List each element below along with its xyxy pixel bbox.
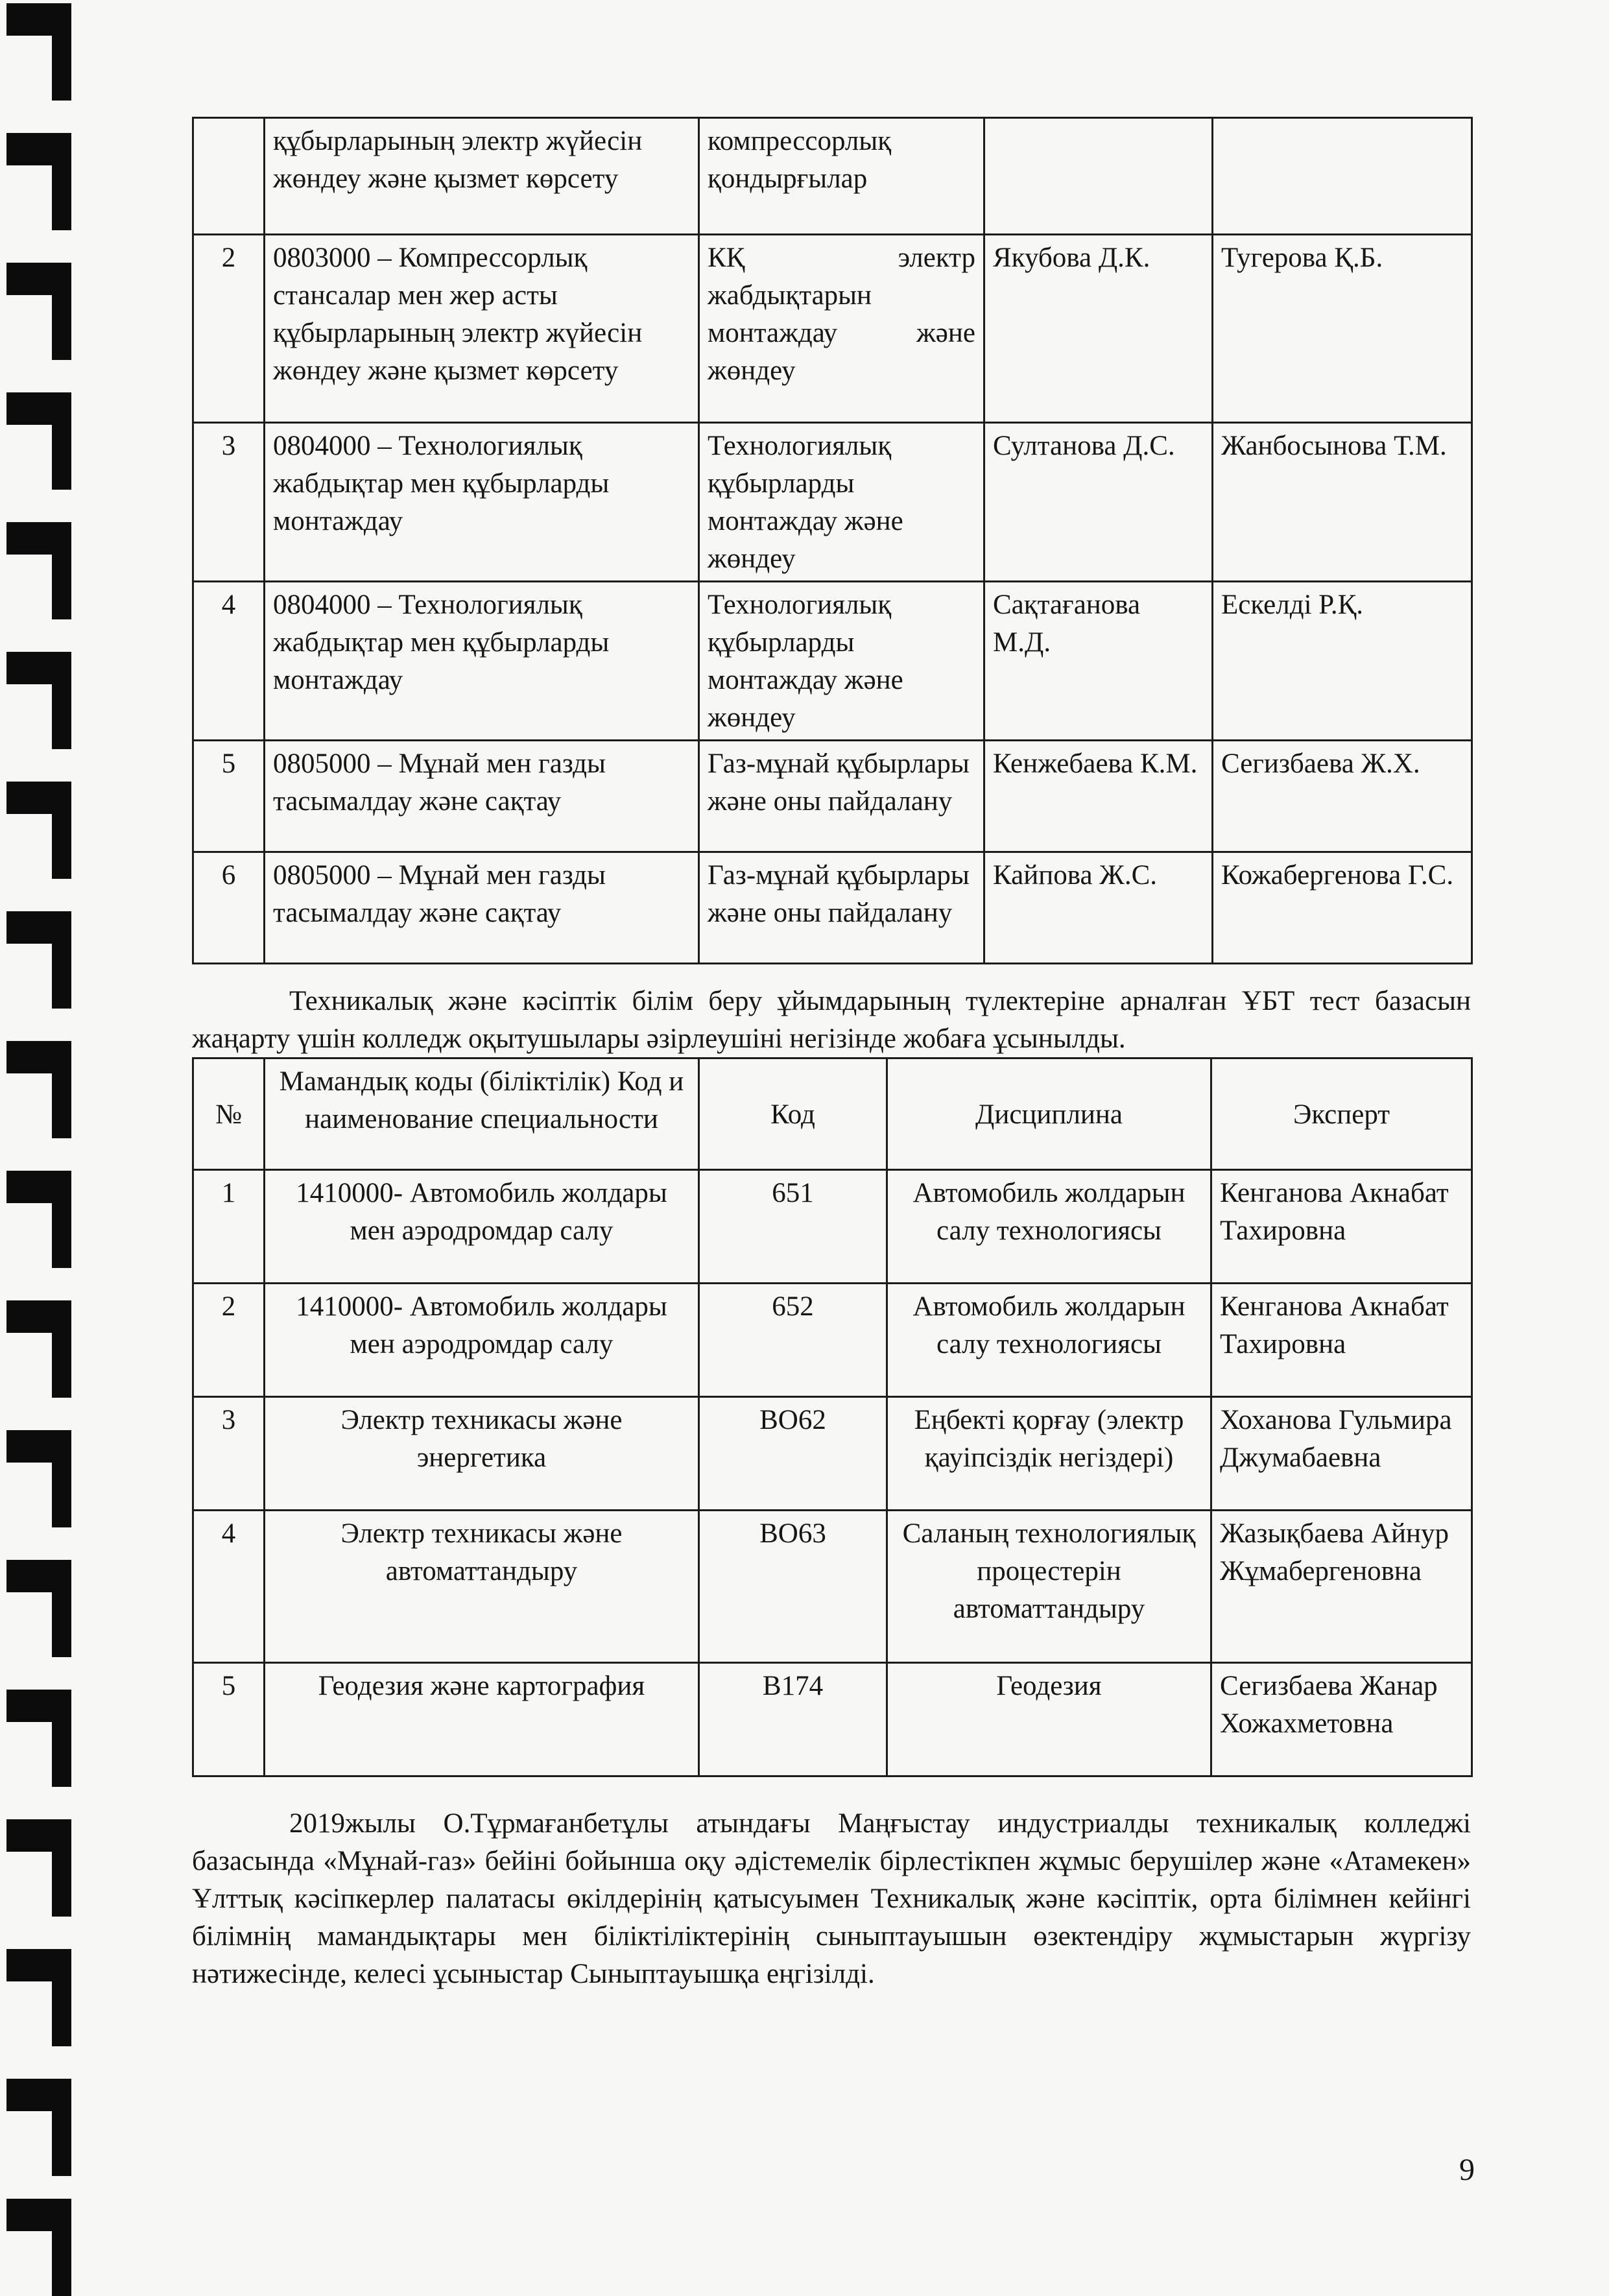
header-number: №	[193, 1058, 265, 1170]
discipline-cell: Автомобиль жолдарын салу технологиясы	[887, 1170, 1211, 1284]
code-cell: В174	[699, 1663, 887, 1776]
header-specialty: Мамандық коды (біліктілік) Код и наименование специальности	[265, 1058, 699, 1170]
expert-cell: Сегизбаева Ж.Х.	[1213, 741, 1472, 852]
program-cell: 0805000 – Мұнай мен газды тасымалдау және сақтау	[265, 741, 699, 852]
program-cell: құбырларының электр жүйесін жөндеу және қызмет көрсету	[265, 118, 699, 235]
discipline-cell: Саланың технологиялық процестерін автоматтандыру	[887, 1511, 1211, 1663]
row-number: 4	[193, 582, 265, 741]
expert-cell: Жазықбаева Айнур Жұмабергеновна	[1211, 1511, 1472, 1663]
expert-cell	[1213, 118, 1472, 235]
subject-cell: Газ-мұнай құбырлары және оны пайдалану	[699, 852, 984, 964]
row-number	[193, 118, 265, 235]
binding-hole	[6, 3, 71, 36]
binding-hole	[6, 652, 71, 684]
row-number: 6	[193, 852, 265, 964]
table-row	[193, 1511, 1472, 1663]
binding-hole	[6, 1171, 71, 1203]
row-number: 2	[193, 235, 265, 423]
expert-cell: Хоханова Гульмира Джумабаевна	[1211, 1397, 1472, 1511]
table-row	[193, 852, 1472, 964]
header-discipline: Дисциплина	[887, 1058, 1211, 1170]
developer-cell: Кенжебаева К.М.	[984, 741, 1213, 852]
experts-table	[192, 1057, 1473, 1777]
subject-cell: Технологиялық құбырларды монтаждау және жөндеу	[699, 423, 984, 582]
code-cell: ВО63	[699, 1511, 887, 1663]
table-row	[193, 423, 1472, 582]
table-row	[193, 741, 1472, 852]
binding-hole	[6, 1560, 71, 1592]
discipline-cell: Автомобиль жолдарын салу технологиясы	[887, 1284, 1211, 1397]
expert-cell: Сегизбаева Жанар Хожахметовна	[1211, 1663, 1472, 1776]
row-number: 5	[193, 1663, 265, 1776]
binding-hole	[6, 1949, 71, 1981]
specialty-cell: Электр техникасы және энергетика	[265, 1397, 699, 1511]
row-number: 2	[193, 1284, 265, 1397]
row-number: 4	[193, 1511, 265, 1663]
binding-hole	[6, 1300, 71, 1333]
specialty-cell: 1410000- Автомобиль жолдары мен аэродромдар салу	[265, 1284, 699, 1397]
expert-cell: Тугерова Қ.Б.	[1213, 235, 1472, 423]
binding-hole	[6, 263, 71, 295]
expert-cell: Кенганова Акнабат Тахировна	[1211, 1284, 1472, 1397]
header-code: Код	[699, 1058, 887, 1170]
binding-hole	[6, 911, 71, 944]
row-number: 5	[193, 741, 265, 852]
specialty-cell: Геодезия және картография	[265, 1663, 699, 1776]
table-header-row	[193, 1058, 1472, 1170]
discipline-cell: Геодезия	[887, 1663, 1211, 1776]
binding-hole	[6, 1690, 71, 1722]
subject-cell: компрессорлық қондырғылар	[699, 118, 984, 235]
header-expert: Эксперт	[1211, 1058, 1472, 1170]
expert-cell: Кенганова Акнабат Тахировна	[1211, 1170, 1472, 1284]
developer-cell: Сақтағанова М.Д.	[984, 582, 1213, 741]
binding-hole	[6, 1041, 71, 1073]
program-developers-table	[192, 117, 1473, 964]
table-row	[193, 235, 1472, 423]
intro-paragraph: Техникалық және кәсіптік білім беру ұйымдарының түлектеріне арналған ҰБТ тест базасын жаңарту үшін колледж оқытушылары әзірлеушіні негізінде жобаға ұсынылды.	[192, 986, 1471, 1054]
expert-cell: Ескелді Р.Қ.	[1213, 582, 1472, 741]
table-row	[193, 1397, 1472, 1511]
developer-cell	[984, 118, 1213, 235]
table-row	[193, 1284, 1472, 1397]
conclusion-paragraph: 2019жылы О.Тұрмағанбетұлы атындағы Маңғыстау индустриалды техникалық колледжі базасында «Мұнай-газ» бейіні бойынша оқу әдістемелік бірлестікпен жұмыс берушілер және «Атамекен» Ұлттық кәсіпкерлер палатасы өкілдерінің қатысуымен Техникалық және кәсіптік, орта білімнен кейінгі білімнің мамандықтары мен біліктіліктерінің сыныптауышын өзектендіру жұмыстарын жүргізу нәтижесінде, келесі ұсыныстар Сыныптауышқа еңгізілді.	[192, 1808, 1471, 1989]
developer-cell: Кайпова Ж.С.	[984, 852, 1213, 964]
binding-hole	[6, 1819, 71, 1852]
code-cell: ВО62	[699, 1397, 887, 1511]
page-number: 9	[1459, 2153, 1475, 2187]
expert-cell: Кожабергенова Г.С.	[1213, 852, 1472, 964]
subject-cell: КҚ электр жабдықтарын монтаждау және жөндеу	[699, 235, 984, 423]
row-number: 3	[193, 423, 265, 582]
code-cell: 652	[699, 1284, 887, 1397]
row-number: 1	[193, 1170, 265, 1284]
program-cell: 0804000 – Технологиялық жабдықтар мен құбырларды монтаждау	[265, 582, 699, 741]
binding-hole	[6, 782, 71, 814]
expert-cell: Жанбосынова Т.М.	[1213, 423, 1472, 582]
row-number: 3	[193, 1397, 265, 1511]
program-cell: 0805000 – Мұнай мен газды тасымалдау және сақтау	[265, 852, 699, 964]
binding-hole	[6, 522, 71, 555]
table-row	[193, 1663, 1472, 1776]
discipline-cell: Еңбекті қорғау (электр қауіпсіздік негіздері)	[887, 1397, 1211, 1511]
developer-cell: Якубова Д.К.	[984, 235, 1213, 423]
specialty-cell: 1410000- Автомобиль жолдары мен аэродромдар салу	[265, 1170, 699, 1284]
binding-hole	[6, 133, 71, 165]
program-cell: 0803000 – Компрессорлық стансалар мен жер асты құбырларының электр жүйесін жөндеу және қызмет көрсету	[265, 235, 699, 423]
binding-hole	[6, 2079, 71, 2111]
table-row	[193, 118, 1472, 235]
subject-cell: Газ-мұнай құбырлары және оны пайдалану	[699, 741, 984, 852]
binding-hole	[6, 392, 71, 425]
table-row	[193, 1170, 1472, 1284]
table-row	[193, 582, 1472, 741]
binding-hole	[6, 1430, 71, 1463]
binding-hole	[6, 2199, 71, 2231]
spiral-binding	[0, 0, 84, 2275]
developer-cell: Султанова Д.С.	[984, 423, 1213, 582]
specialty-cell: Электр техникасы және автоматтандыру	[265, 1511, 699, 1663]
code-cell: 651	[699, 1170, 887, 1284]
program-cell: 0804000 – Технологиялық жабдықтар мен құбырларды монтаждау	[265, 423, 699, 582]
subject-cell: Технологиялық құбырларды монтаждау және жөндеу	[699, 582, 984, 741]
